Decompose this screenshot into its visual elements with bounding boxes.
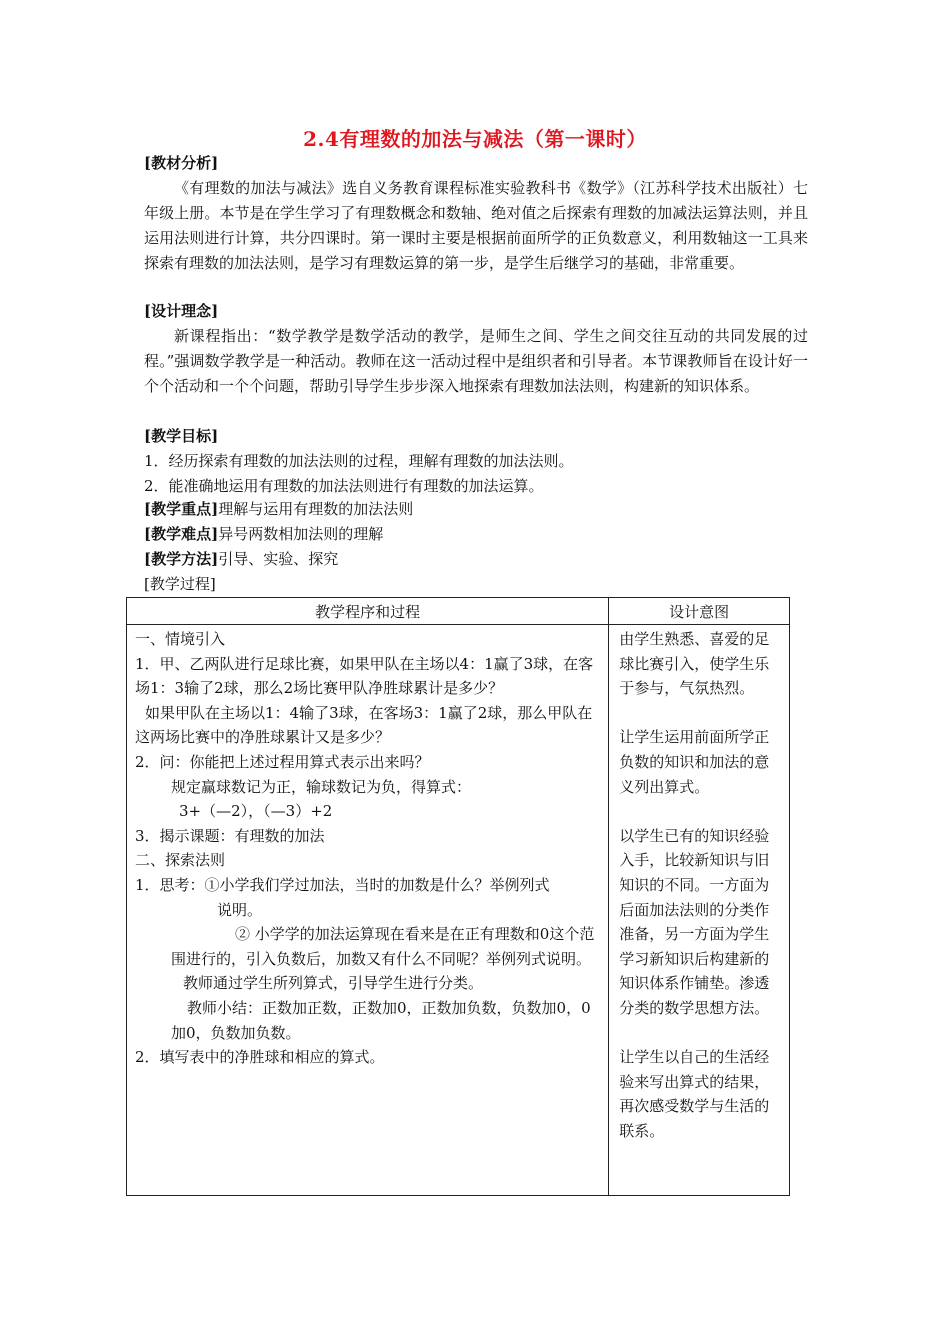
difficulty-text: 异号两数相加法则的理解 [218, 525, 384, 543]
intent-cell [609, 625, 789, 1143]
focus-line [144, 497, 808, 522]
focus-text: 理解与运用有理数的加法法则 [218, 500, 414, 518]
process-line-6: 3+（—2），（—3）+2 [179, 802, 333, 821]
goals-header: [教学目标] [144, 427, 219, 445]
design-section [144, 298, 808, 399]
process-line [144, 572, 808, 597]
method-text: 引导、实验、探究 [218, 550, 339, 568]
col-process-header: 教学程序和过程 [127, 598, 609, 625]
analysis-header: [教材分析] [144, 154, 219, 172]
intent-1: 由学生熟悉、喜爱的足球比赛引入，使学生乐于参与，气氛热烈。 [619, 630, 770, 698]
document-title: 2.4有理数的加法与减法（第一课时） [303, 127, 647, 151]
difficulty-label: [教学难点] [144, 525, 219, 543]
process-label: [教学过程] [144, 575, 216, 593]
process-line-11: 教师通过学生所列算式，引导学生进行分类。 [183, 974, 484, 993]
process-cell [127, 625, 608, 1070]
goal-1: 1．经历探索有理数的加法法则的过程，理解有理数的加法法则。 [144, 452, 574, 470]
process-line-5: 规定赢球数记为正，输球数记为负，得算式： [171, 777, 472, 796]
col-intent-header: 设计意图 [609, 598, 790, 625]
method-line [144, 547, 808, 572]
process-line-12: 教师小结：正数加正数，正数加0，正数加负数，负数加0，0加0，负数加负数。 [171, 998, 591, 1042]
process-line-3: 如果甲队在主场以1：4输了3球，在客场3：1赢了2球，那么甲队在这两场比赛中的净胜球累计又是多少？ [135, 703, 593, 747]
design-header: [设计理念] [144, 302, 219, 320]
process-line-8: 二、探索法则 [135, 851, 226, 870]
intent-4: 让学生以自己的生活经验来写出算式的结果，再次感受数学与生活的联系。 [619, 1048, 770, 1140]
process-line-1: 一、情境引入 [135, 630, 226, 648]
difficulty-line [144, 522, 808, 547]
process-line-2: 1．甲、乙两队进行足球比赛，如果甲队在主场以4：1赢了3球，在客场1：3输了2球，那么2场比赛甲队净胜球累计是多少？ [135, 654, 594, 698]
goal-2: 2．能准确地运用有理数的加法法则进行有理数的加法运算。 [144, 477, 544, 495]
process-line-7: 3．揭示课题：有理数的加法 [135, 826, 325, 845]
process-line-9a: 1．思考：①小学我们学过加法，当时的加数是什么？举例列式 [135, 875, 550, 894]
table-row [127, 625, 790, 1196]
process-line-10: ② 小学学的加法运算现在看来是在正有理数和0这个范围进行的，引入负数后，加数又有什么不同呢？举例列式说明。 [171, 925, 595, 968]
method-label: [教学方法] [144, 550, 219, 568]
process-line-9b: 说明。 [217, 900, 263, 919]
focus-label: [教学重点] [144, 500, 219, 518]
analysis-text: 《有理数的加法与减法》选自义务教育课程标准实验教科书《数学》（江苏科学技术出版社）七年级上册。本节是在学生学习了有理数概念和数轴、绝对值之后探索有理数的加减法运算法则，并且运用法则进行计算，共分四课时。第一课时主要是根据前面所学的正负数意义，利用数轴这一工具来探索有理数的加法法则，是学习有理数运算的第一步，是学生后继学习的基础，非常重要。 [144, 179, 808, 272]
intent-3: 以学生已有的知识经验入手，比较新知识与旧知识的不同。一方面为后面加法法则的分类作准备，另一方面为学生学习新知识后构建新的知识体系作铺垫。渗透分类的数学思想方法。 [619, 826, 770, 1017]
design-text: 新课程指出：“数学教学是数学活动的教学，是师生之间、学生之间交往互动的共同发展的过程。”强调数学教学是一种活动。教师在这一活动过程中是组织者和引导者。本节课教师旨在设计好一个个活动和一个个问题，帮助引导学生步步深入地探索有理数加法法则，构建新的知识体系。 [144, 327, 808, 395]
goals-section [144, 423, 808, 499]
process-line-4: 2．问：你能把上述过程用算式表示出来吗？ [135, 752, 430, 771]
analysis-section [144, 150, 808, 276]
process-table [126, 597, 790, 1196]
process-line-13: 2．填写表中的净胜球和相应的算式。 [135, 1048, 385, 1067]
intent-2: 让学生运用前面所学正负数的知识和加法的意义列出算式。 [619, 728, 770, 796]
table-header-row [127, 598, 790, 625]
